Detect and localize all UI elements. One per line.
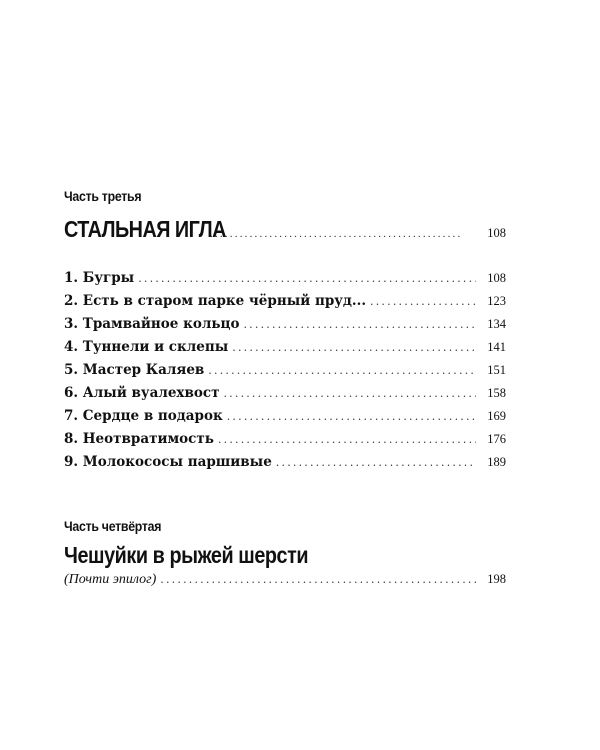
toc-entry-4 <box>64 339 506 361</box>
leader-dots <box>138 272 476 285</box>
toc-entry-page: 151 <box>487 363 506 377</box>
part3-title-row <box>64 216 506 246</box>
toc-entry-page: 176 <box>487 432 506 446</box>
leader-dots <box>208 364 476 377</box>
toc-entry-7 <box>64 408 506 430</box>
toc-entry-title: 3. Трамвайное кольцо <box>64 316 240 332</box>
toc-entry-epilogue <box>64 572 506 594</box>
leader-dots <box>370 295 476 308</box>
toc-entry-title: 8. Неотвратимость <box>64 431 214 447</box>
leader-dots <box>243 318 476 331</box>
toc-entry-page: 169 <box>487 409 506 423</box>
toc-entry-title: 6. Алый вуалехвост <box>64 385 220 401</box>
toc-entry-page: 198 <box>487 572 506 586</box>
leader-dots <box>210 228 460 240</box>
part4-label: Часть четвёртая <box>64 518 162 534</box>
toc-entry-title: (Почти эпилог) <box>64 572 157 587</box>
leader-dots <box>218 433 476 446</box>
toc-entry-page: 189 <box>487 455 506 469</box>
part3-page: 108 <box>487 226 506 240</box>
part3-label: Часть третья <box>64 188 142 204</box>
leader-dots <box>232 341 476 354</box>
toc-entry-page: 134 <box>487 317 506 331</box>
toc-entry-title: 9. Молокососы паршивые <box>64 454 272 470</box>
toc-entry-2 <box>64 293 506 315</box>
leader-dots <box>223 387 476 400</box>
toc-entry-5 <box>64 362 506 384</box>
toc-entry-title: 5. Мастер Каляев <box>64 362 205 378</box>
leader-dots <box>160 573 476 586</box>
leader-dots <box>227 410 476 423</box>
toc-entry-page: 108 <box>487 271 506 285</box>
toc-entry-title: 1. Бугры <box>64 270 135 286</box>
leader-dots <box>276 456 476 469</box>
toc-entry-page: 141 <box>487 340 506 354</box>
toc-entry-9 <box>64 454 506 476</box>
toc-entry-page: 158 <box>487 386 506 400</box>
toc-entry-title: 4. Туннели и склепы <box>64 339 229 355</box>
part3-title: СТАЛЬНАЯ ИГЛА <box>64 216 226 242</box>
toc-entry-1 <box>64 270 506 292</box>
toc-entry-title: 7. Сердце в подарок <box>64 408 223 424</box>
toc-entry-8 <box>64 431 506 453</box>
toc-entry-3 <box>64 316 506 338</box>
part4-title: Чешуйки в рыжей шерсти <box>64 542 309 568</box>
toc-entry-page: 123 <box>487 294 506 308</box>
toc-entry-6 <box>64 385 506 407</box>
toc-entry-title: 2. Есть в старом парке чёрный пруд... <box>64 293 367 309</box>
